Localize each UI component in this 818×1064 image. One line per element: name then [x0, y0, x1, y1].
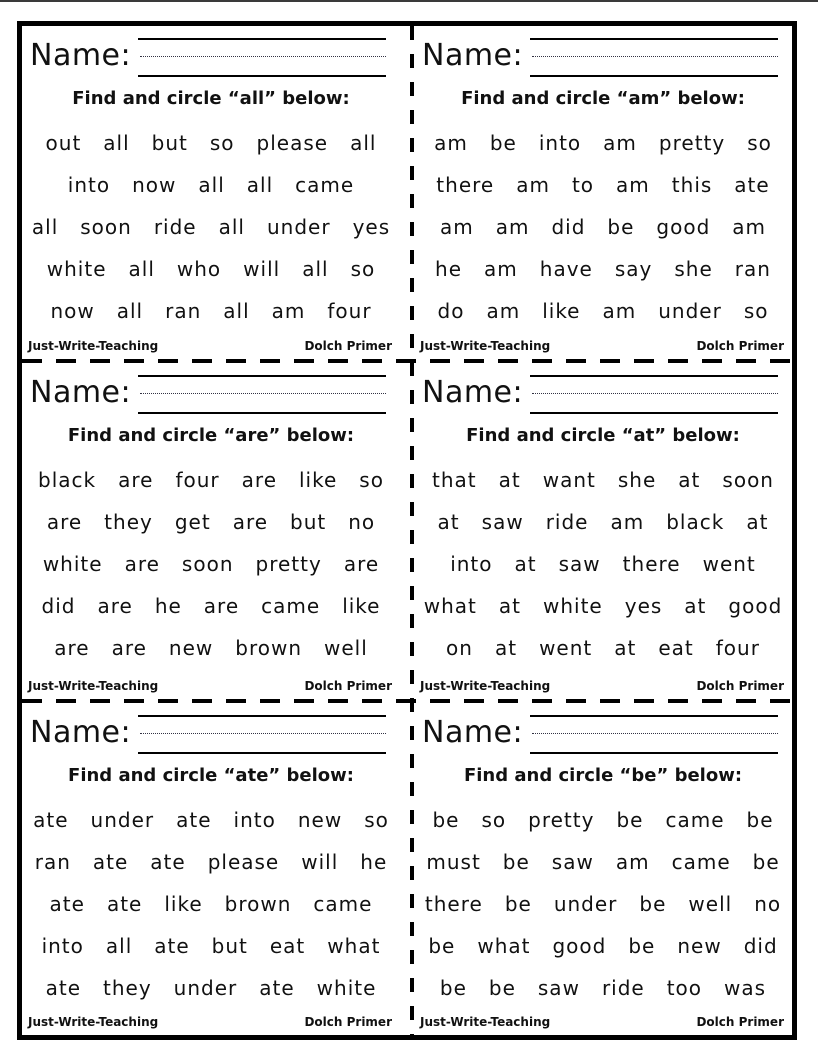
word[interactable]: went [702, 552, 756, 576]
word-row [22, 206, 400, 248]
word[interactable]: like [164, 892, 203, 916]
word[interactable]: am [602, 299, 637, 323]
footer-level: Dolch Primer [304, 1015, 392, 1029]
word[interactable]: came [665, 808, 725, 832]
footer-level: Dolch Primer [696, 1015, 784, 1029]
word[interactable]: be [432, 808, 460, 832]
word[interactable]: she [674, 257, 713, 281]
word[interactable]: into [233, 808, 276, 832]
word[interactable]: so [209, 131, 235, 155]
name-line-bottom [138, 75, 386, 77]
word[interactable]: am [495, 215, 530, 239]
word-row [22, 248, 400, 290]
word[interactable]: please [256, 131, 329, 155]
word-row [22, 627, 400, 669]
name-line-bottom [530, 75, 778, 77]
word-row [414, 799, 792, 841]
word[interactable]: am [516, 173, 550, 197]
name-line-dotted [140, 393, 386, 394]
name-row [30, 709, 394, 757]
word[interactable]: ate [150, 850, 186, 874]
word[interactable]: eat [269, 934, 306, 958]
word[interactable]: four [715, 636, 760, 660]
name-write-field[interactable] [530, 371, 778, 415]
word-row [414, 501, 792, 543]
word[interactable]: ate [33, 808, 69, 832]
word[interactable]: be [752, 850, 780, 874]
word[interactable]: he [435, 257, 463, 281]
word[interactable]: they [104, 510, 153, 534]
word[interactable]: black [38, 468, 97, 492]
word[interactable]: he [360, 850, 388, 874]
name-write-field[interactable] [138, 371, 386, 415]
word[interactable]: so [743, 299, 769, 323]
word[interactable]: are [124, 552, 160, 576]
word[interactable]: ride [153, 215, 197, 239]
word[interactable]: all [103, 131, 130, 155]
footer-brand: Just-Write-Teaching [28, 1015, 159, 1029]
word[interactable]: be [616, 808, 644, 832]
word[interactable]: pretty [658, 131, 726, 155]
name-label: Name: [30, 715, 132, 750]
word[interactable]: want [542, 468, 596, 492]
word[interactable]: ate [45, 976, 81, 1000]
word[interactable]: be [488, 976, 516, 1000]
word[interactable]: saw [481, 510, 524, 534]
word-row [22, 925, 400, 967]
word[interactable]: came [261, 594, 321, 618]
name-label: Name: [30, 375, 132, 410]
word[interactable]: so [364, 808, 389, 832]
word-grid [414, 122, 792, 332]
word-row [414, 248, 792, 290]
word[interactable]: at [746, 510, 769, 534]
word[interactable]: four [327, 299, 372, 323]
word[interactable]: out [45, 131, 82, 155]
word[interactable]: ride [545, 510, 589, 534]
footer-brand: Just-Write-Teaching [28, 339, 159, 353]
word[interactable]: am [271, 299, 306, 323]
word-row [414, 543, 792, 585]
word[interactable]: all [302, 257, 329, 281]
word[interactable]: are [97, 594, 133, 618]
word[interactable]: new [677, 934, 722, 958]
word[interactable]: saw [537, 976, 580, 1000]
name-line-top [530, 715, 778, 717]
word-row [414, 459, 792, 501]
word-card-all [22, 26, 400, 359]
worksheet-frame [17, 21, 797, 1040]
word[interactable]: into [67, 173, 111, 197]
name-line-top [138, 715, 386, 717]
name-label: Name: [422, 715, 524, 750]
name-row [422, 369, 786, 417]
word[interactable]: are [343, 552, 380, 576]
name-label: Name: [422, 375, 524, 410]
word-row [22, 543, 400, 585]
word[interactable]: must [426, 850, 481, 874]
top-edge-line [0, 0, 818, 2]
name-line-dotted [532, 393, 778, 394]
word[interactable]: am [616, 173, 650, 197]
name-line-bottom [138, 412, 386, 414]
footer-brand: Just-Write-Teaching [420, 339, 551, 353]
name-write-field[interactable] [530, 711, 778, 755]
word[interactable]: ate [106, 892, 143, 916]
word[interactable]: four [175, 468, 220, 492]
word[interactable]: white [42, 552, 103, 576]
name-row [422, 709, 786, 757]
word[interactable]: be [746, 808, 774, 832]
name-write-field[interactable] [530, 34, 778, 78]
word[interactable]: under [553, 892, 618, 916]
word[interactable]: what [477, 934, 531, 958]
word[interactable]: soon [80, 215, 132, 239]
word[interactable]: be [439, 976, 467, 1000]
word[interactable]: to [571, 173, 595, 197]
word-card-at [414, 363, 792, 699]
name-line-dotted [140, 56, 386, 57]
word[interactable]: are [111, 636, 147, 660]
word[interactable]: now [50, 299, 95, 323]
word-card-be [414, 703, 792, 1035]
word[interactable]: he [154, 594, 182, 618]
instruction-text: Find and circle “all” below: [72, 88, 350, 109]
footer-level: Dolch Primer [696, 679, 784, 693]
name-line-bottom [138, 752, 386, 754]
word[interactable]: be [489, 131, 517, 155]
name-line-dotted [140, 733, 386, 734]
word-row [22, 841, 400, 883]
word[interactable]: please [207, 850, 280, 874]
word[interactable]: new [297, 808, 343, 832]
word[interactable]: at [684, 594, 707, 618]
word[interactable]: saw [551, 850, 594, 874]
word[interactable]: so [481, 808, 507, 832]
name-row [422, 32, 786, 80]
word[interactable]: what [423, 594, 477, 618]
word-row [22, 122, 400, 164]
word[interactable]: be [639, 892, 667, 916]
name-label: Name: [30, 38, 132, 73]
word[interactable]: am [615, 850, 650, 874]
word-grid [22, 799, 400, 1009]
word[interactable]: ate [49, 892, 85, 916]
word[interactable]: at [678, 468, 701, 492]
word[interactable]: all [198, 173, 225, 197]
word-row [22, 585, 400, 627]
word[interactable]: be [504, 892, 532, 916]
word-row [414, 122, 792, 164]
word[interactable]: came [295, 173, 355, 197]
word-row [414, 967, 792, 1009]
word-grid [22, 459, 400, 669]
word[interactable]: now [132, 173, 177, 197]
footer-level: Dolch Primer [696, 339, 784, 353]
word[interactable]: are [46, 510, 83, 534]
word[interactable]: am [610, 510, 645, 534]
instruction-text: Find and circle “ate” below: [68, 765, 354, 786]
word[interactable]: at [514, 552, 537, 576]
word[interactable]: there [436, 173, 495, 197]
word-row [414, 925, 792, 967]
word[interactable]: there [424, 892, 483, 916]
word[interactable]: all [116, 299, 144, 323]
word[interactable]: be [502, 850, 530, 874]
word[interactable]: did [743, 934, 778, 958]
word[interactable]: what [327, 934, 381, 958]
word[interactable]: pretty [255, 552, 322, 576]
word-row [22, 290, 400, 332]
word-row [414, 883, 792, 925]
word[interactable]: so [350, 257, 376, 281]
name-row [30, 369, 394, 417]
word[interactable]: pretty [528, 808, 595, 832]
name-line-top [530, 38, 778, 40]
word[interactable]: ate [154, 934, 190, 958]
word[interactable]: am [434, 131, 468, 155]
word[interactable]: eat [658, 636, 694, 660]
word[interactable]: soon [722, 468, 774, 492]
word-card-are [22, 363, 400, 699]
word[interactable]: so [359, 468, 384, 492]
word[interactable]: there [622, 552, 681, 576]
word[interactable]: but [151, 131, 188, 155]
footer-brand: Just-Write-Teaching [420, 679, 551, 693]
word[interactable]: ran [34, 850, 71, 874]
name-line-bottom [530, 412, 778, 414]
instruction-text: Find and circle “are” below: [67, 425, 355, 446]
name-line-top [530, 375, 778, 377]
word[interactable]: all [218, 215, 245, 239]
name-line-dotted [532, 733, 778, 734]
word[interactable]: am [603, 131, 637, 155]
word[interactable]: no [754, 892, 782, 916]
word[interactable]: good [552, 934, 607, 958]
word[interactable]: like [299, 468, 338, 492]
word[interactable]: all [246, 173, 274, 197]
word[interactable]: but [211, 934, 248, 958]
word[interactable]: no [348, 510, 376, 534]
word[interactable]: brown [235, 636, 302, 660]
word[interactable]: too [666, 976, 703, 1000]
word[interactable]: like [542, 299, 581, 323]
instruction-text: Find and circle “be” below: [463, 765, 743, 786]
word[interactable]: soon [181, 552, 234, 576]
word[interactable]: at [437, 510, 460, 534]
word[interactable]: all [223, 299, 250, 323]
word-row [414, 164, 792, 206]
name-label: Name: [422, 38, 524, 73]
name-row [30, 32, 394, 80]
word-card-ate [22, 703, 400, 1035]
word[interactable]: get [174, 510, 211, 534]
word[interactable]: saw [558, 552, 601, 576]
instruction-text: Find and circle “at” below: [466, 425, 740, 446]
word[interactable]: all [350, 131, 377, 155]
word[interactable]: am [486, 299, 521, 323]
word[interactable]: am [732, 215, 767, 239]
word[interactable]: was [724, 976, 767, 1000]
word[interactable]: white [542, 594, 603, 618]
word[interactable]: came [671, 850, 731, 874]
word[interactable]: that [432, 468, 477, 492]
word[interactable]: came [313, 892, 373, 916]
word[interactable]: into [538, 131, 582, 155]
word[interactable]: be [607, 215, 635, 239]
word-grid [22, 122, 400, 332]
word[interactable]: well [324, 636, 368, 660]
footer-level: Dolch Primer [304, 339, 392, 353]
name-line-top [138, 38, 386, 40]
word[interactable]: ate [176, 808, 212, 832]
word[interactable]: under [90, 808, 155, 832]
word[interactable]: good [728, 594, 783, 618]
word-row [414, 627, 792, 669]
name-line-dotted [532, 56, 778, 57]
word[interactable]: do [437, 299, 465, 323]
word[interactable]: ran [734, 257, 771, 281]
word-row [22, 501, 400, 543]
word[interactable]: all [31, 215, 59, 239]
name-line-top [138, 375, 386, 377]
word[interactable]: ran [165, 299, 202, 323]
word[interactable]: like [342, 594, 381, 618]
word[interactable]: all [105, 934, 133, 958]
word[interactable]: are [232, 510, 269, 534]
word[interactable]: will [301, 850, 339, 874]
word[interactable]: ate [259, 976, 295, 1000]
word[interactable]: good [656, 215, 711, 239]
word[interactable]: they [103, 976, 152, 1000]
word[interactable]: am [484, 257, 518, 281]
word[interactable]: this [671, 173, 713, 197]
footer-brand: Just-Write-Teaching [420, 1015, 551, 1029]
word[interactable]: be [428, 934, 456, 958]
word[interactable]: new [168, 636, 214, 660]
word-row [414, 290, 792, 332]
word[interactable]: at [494, 636, 518, 660]
word[interactable]: brown [224, 892, 292, 916]
instruction-text: Find and circle “am” below: [461, 88, 745, 109]
word[interactable]: well [688, 892, 733, 916]
footer-level: Dolch Primer [304, 679, 392, 693]
word[interactable]: are [203, 594, 240, 618]
word[interactable]: yes [624, 594, 663, 618]
word[interactable]: am [439, 215, 474, 239]
word-grid [414, 799, 792, 1009]
word[interactable]: did [551, 215, 586, 239]
word[interactable]: ride [601, 976, 645, 1000]
word[interactable]: ate [734, 173, 770, 197]
word[interactable]: she [617, 468, 657, 492]
word[interactable]: under [266, 215, 331, 239]
word[interactable]: black [666, 510, 725, 534]
word[interactable]: on [446, 636, 473, 660]
word[interactable]: but [290, 510, 327, 534]
word[interactable]: went [539, 636, 593, 660]
name-write-field[interactable] [138, 34, 386, 78]
word[interactable]: under [173, 976, 238, 1000]
word[interactable]: be [628, 934, 656, 958]
word-row [414, 206, 792, 248]
word-row [22, 459, 400, 501]
word-row [22, 967, 400, 1009]
word[interactable]: at [614, 636, 637, 660]
word[interactable]: will [243, 257, 281, 281]
word-grid [414, 459, 792, 669]
word[interactable]: at [498, 594, 521, 618]
word[interactable]: say [614, 257, 653, 281]
word[interactable]: so [747, 131, 772, 155]
word[interactable]: are [241, 468, 277, 492]
name-write-field[interactable] [138, 711, 386, 755]
word[interactable]: white [46, 257, 107, 281]
word[interactable]: into [450, 552, 493, 576]
word-row [414, 841, 792, 883]
word-row [22, 799, 400, 841]
word[interactable]: did [41, 594, 76, 618]
word[interactable]: into [41, 934, 84, 958]
word[interactable]: ate [92, 850, 129, 874]
word[interactable]: yes [352, 215, 391, 239]
word-row [22, 164, 400, 206]
name-line-bottom [530, 752, 778, 754]
footer-brand: Just-Write-Teaching [28, 679, 159, 693]
word[interactable]: all [128, 257, 155, 281]
word[interactable]: at [498, 468, 521, 492]
word[interactable]: are [118, 468, 154, 492]
word[interactable]: who [176, 257, 222, 281]
word[interactable]: under [658, 299, 722, 323]
word-row [22, 883, 400, 925]
word[interactable]: are [54, 636, 90, 660]
word[interactable]: white [316, 976, 377, 1000]
word-row [414, 585, 792, 627]
word[interactable]: have [539, 257, 593, 281]
word-card-am [414, 26, 792, 359]
